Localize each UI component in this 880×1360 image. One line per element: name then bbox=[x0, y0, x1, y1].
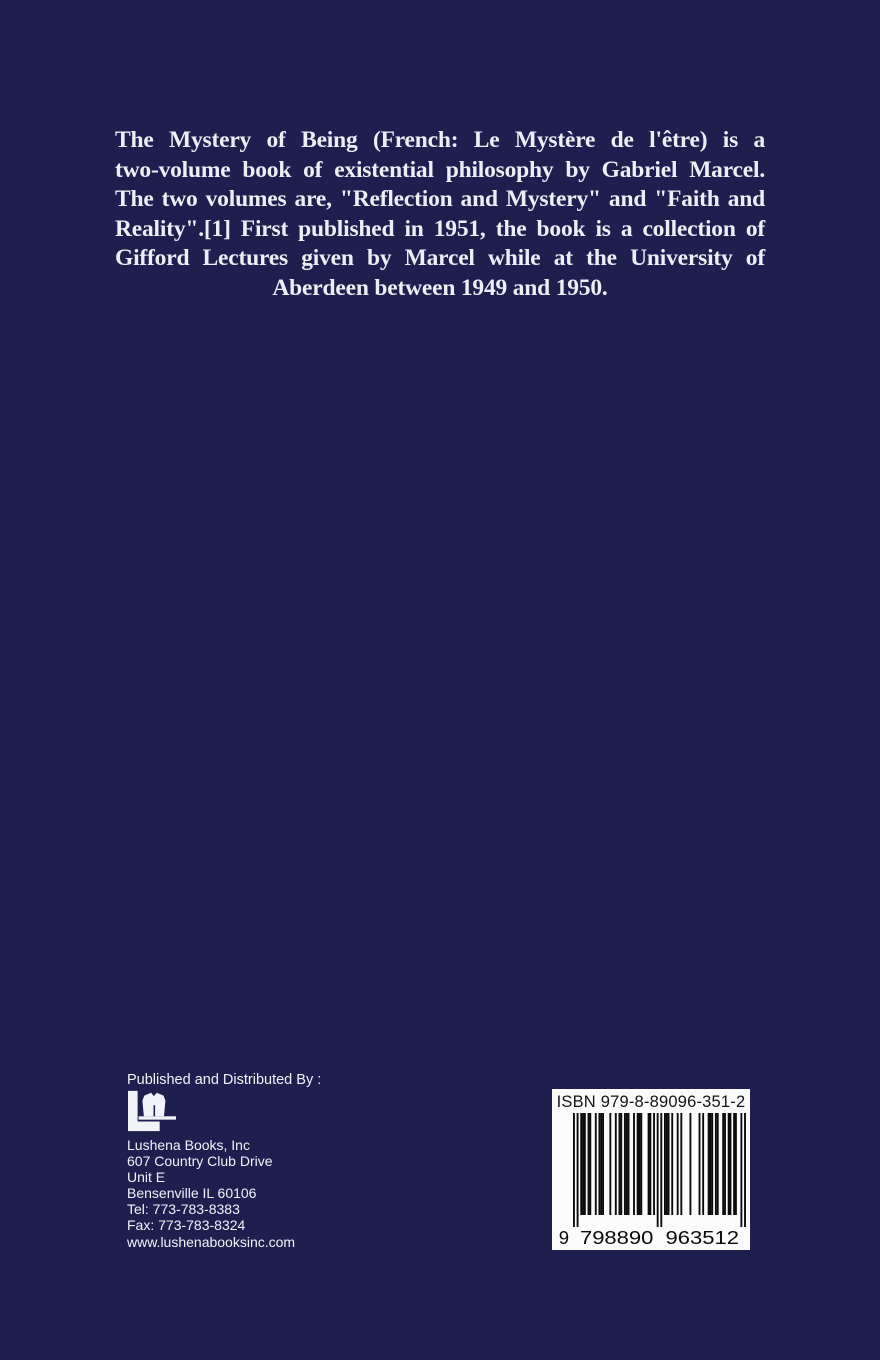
svg-text:9: 9 bbox=[558, 1227, 569, 1248]
synopsis-line: Reality".[1] First published in 1951, the book is a collection of bbox=[115, 215, 765, 242]
synopsis-line: Gifford Lectures given by Marcel while at the University of bbox=[115, 245, 765, 271]
publisher-block bbox=[127, 1072, 321, 1250]
publisher-tel: Tel: 773-783-8383 bbox=[127, 1201, 240, 1218]
ean13-barcode-icon bbox=[553, 1113, 749, 1249]
publisher-website: www.lushenabooksinc.com bbox=[127, 1233, 296, 1250]
publisher-address-line: 607 Country Club Drive bbox=[127, 1153, 273, 1170]
synopsis-line: The Mystery of Being (French: Le Mystère de l'être) is a bbox=[115, 127, 765, 153]
synopsis-paragraph bbox=[115, 126, 765, 303]
svg-text:798890: 798890 bbox=[579, 1227, 654, 1248]
publisher-fax: Fax: 773-783-8324 bbox=[127, 1217, 246, 1234]
publisher-address-line: Unit E bbox=[127, 1169, 166, 1186]
synopsis-line: The two volumes are, "Reflection and Mystery" and "Faith and bbox=[115, 186, 765, 212]
isbn-label: ISBN 979-8-89096-351-2 bbox=[556, 1093, 746, 1111]
lushena-books-logo-icon bbox=[128, 1090, 176, 1132]
synopsis-line: Aberdeen between 1949 and 1950. bbox=[272, 274, 608, 301]
isbn-barcode-box bbox=[552, 1089, 750, 1250]
svg-text:963512: 963512 bbox=[665, 1227, 739, 1248]
publisher-heading: Published and Distributed By : bbox=[127, 1072, 322, 1088]
publisher-name: Lushena Books, Inc bbox=[127, 1137, 250, 1153]
publisher-address-line: Bensenville IL 60106 bbox=[127, 1185, 257, 1202]
synopsis-line: two-volume book of existential philosophy by Gabriel Marcel. bbox=[115, 156, 765, 183]
